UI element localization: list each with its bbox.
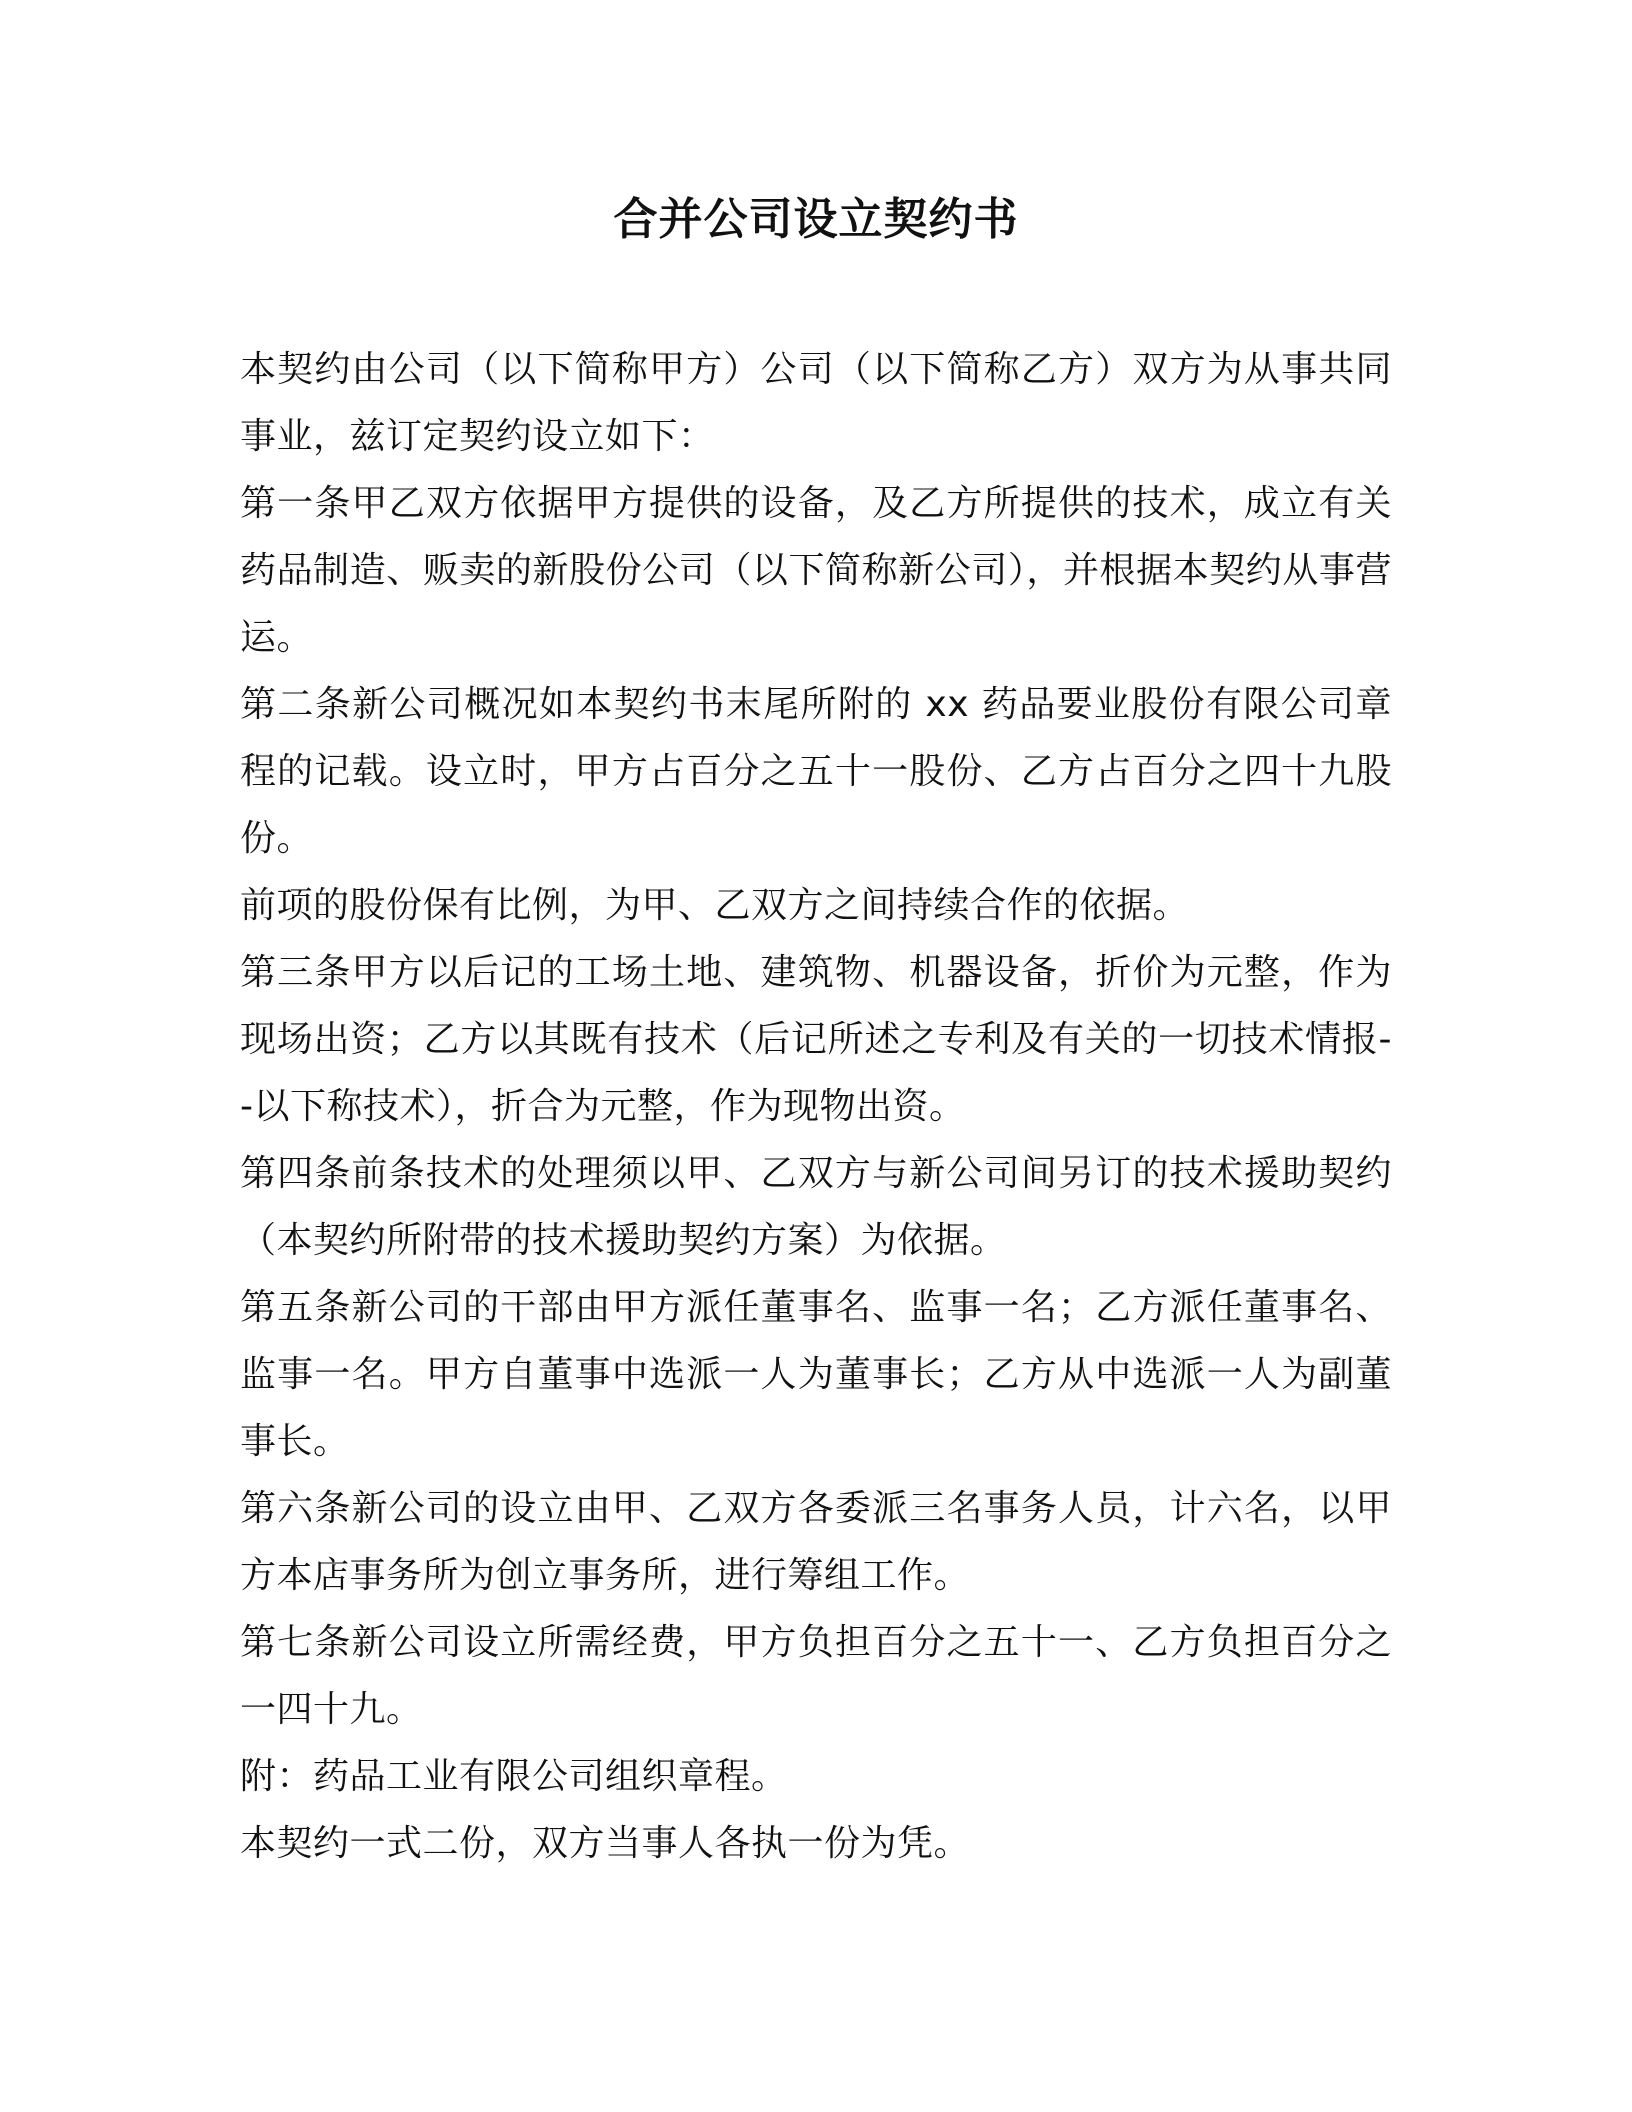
paragraph-copies: 本契约一式二份，双方当事人各执一份为凭。 (240, 1823, 971, 1864)
paragraph-attachment: 附：药品工业有限公司组织章程。 (240, 1756, 788, 1797)
paragraph-article-7: 第七条新公司设立所需经费，甲方负担百分之五十一、乙方负担百分之一四十九。 (240, 1622, 1392, 1730)
paragraph-intro: 本契约由公司（以下简称甲方）公司（以下简称乙方）双方为从事共同事业，兹订定契约设立如下： (240, 349, 1392, 457)
paragraph-article-5: 第五条新公司的干部由甲方派任董事名、监事一名；乙方派任董事名、监事一名。甲方自董事中选派一人为董事长；乙方从中选派一人为副董事长。 (240, 1287, 1392, 1462)
paragraph-article-2: 第二条新公司概况如本契约书末尾所附的 xx 药品要业股份有限公司章程的记载。设立时，甲方占百分之五十一股份、乙方占百分之四十九股份。 (240, 684, 1392, 859)
paragraph-article-1: 第一条甲乙双方依据甲方提供的设备，及乙方所提供的技术，成立有关药品制造、贩卖的新股份公司（以下简称新公司），并根据本契约从事营运。 (240, 483, 1392, 658)
paragraph-share-ratio: 前项的股份保有比例，为甲、乙双方之间持续合作的依据。 (240, 885, 1190, 926)
paragraph-article-6: 第六条新公司的设立由甲、乙双方各委派三名事务人员，计六名，以甲方本店事务所为创立事务所，进行筹组工作。 (240, 1488, 1392, 1596)
paragraph-article-3: 第三条甲方以后记的工场土地、建筑物、机器设备，折价为元整，作为现场出资；乙方以其既有技术（后记所述之专利及有关的一切技术情报--以下称技术），折合为元整，作为现物出资。 (240, 952, 1392, 1127)
paragraph-article-4: 第四条前条技术的处理须以甲、乙双方与新公司间另订的技术援助契约（本契约所附带的技术援助契约方案）为依据。 (240, 1153, 1392, 1261)
document-body (240, 336, 1392, 1877)
document-title: 合并公司设立契约书 (613, 194, 1019, 245)
